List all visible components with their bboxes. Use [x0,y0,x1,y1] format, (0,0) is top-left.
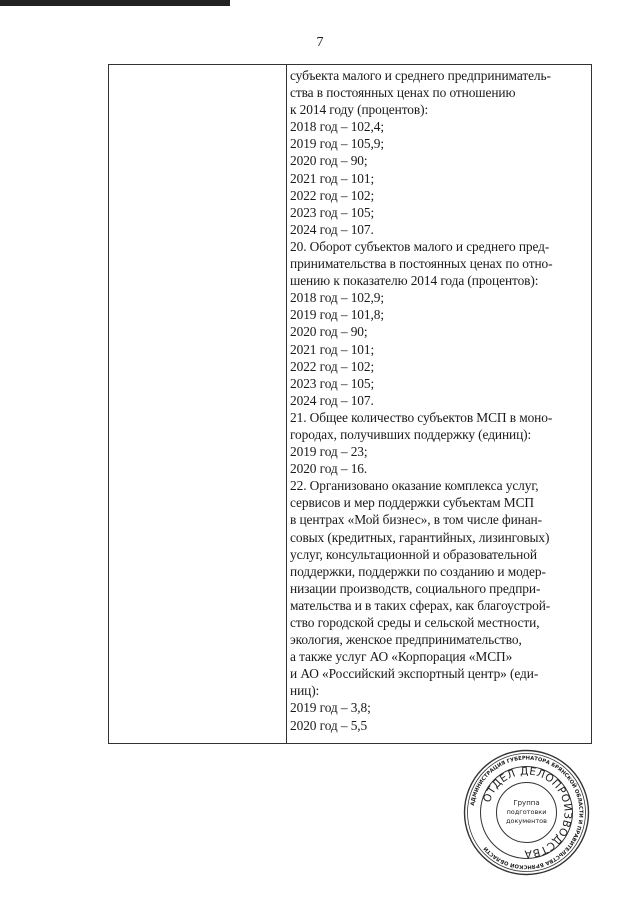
text-line: 2024 год – 107. [290,221,374,237]
text-line: сервисов и мер поддержки субъектам МСП [290,495,534,511]
text-line: и АО «Российский экспортный центр» (еди- [290,666,539,682]
text-line: ство городской среды и сельской местности, [290,615,540,630]
text-line: 2019 год – 23; [290,444,368,460]
table-right-column [287,67,589,734]
text-line: в центрах «Мой бизнес», в том числе финан- [290,512,542,528]
text-line: 2020 год – 5,5 [290,717,368,733]
stamp-center-line: подготовки [506,808,547,816]
text-line: 2019 год – 101,8; [290,307,384,323]
text-line: принимательства в постоянных ценах по отно- [290,256,553,272]
text-line: шению к показателю 2014 года (процентов): [290,273,539,289]
stamp-dept-text: ОТДЕЛ ДЕЛОПРОИЗВОДСТВА [481,765,574,860]
text-line: мательства и в таких сферах, как благоустрой- [290,597,551,613]
text-line: городах, получивших поддержку (единиц): [290,426,532,442]
text-line: 2021 год – 101; [290,341,375,357]
text-line: 2019 год – 3,8; [290,700,371,716]
text-line: 2023 год – 105; [290,375,375,391]
table-left-column [109,65,287,743]
text-line: поддержки, поддержки по созданию и модер- [290,563,546,579]
stamp-ring-text: АДМИНИСТРАЦИЯ ГУБЕРНАТОРА БРЯНСКОЙ ОБЛАСТИ И ПРАВИТЕЛЬСТВА БРЯНСКОЙ ОБЛАСТИ [469,755,584,870]
stamp-center-line: Группа [513,799,540,807]
text-line: ниц): [290,683,320,699]
top-rule [0,0,230,6]
text-line: 21. Общее количество субъектов МСП в моно- [290,409,553,425]
text-line: 2020 год – 90; [290,324,368,340]
text-line: субъекта малого и среднего предприниматель- [290,68,551,83]
text-line: 2020 год – 90; [290,153,368,169]
text-line: 2024 год – 107. [290,392,374,408]
text-line: услуг, консультационной и образовательной [290,546,537,562]
text-line: 22. Организовано оказание комплекса услуг, [290,478,539,494]
official-stamp [463,749,590,876]
text-line: ства в постоянных ценах по отношению [290,85,516,101]
text-line: а также услуг АО «Корпорация «МСП» [290,649,513,665]
text-line: 2018 год – 102,9; [290,290,384,306]
document-table [108,64,592,744]
text-line: к 2014 году (процентов): [290,102,429,118]
text-line: 2019 год – 105,9; [290,136,384,152]
text-line: 2018 год – 102,4; [290,119,384,135]
text-line: 2021 год – 101; [290,170,375,186]
stamp-center-line: документов [506,817,547,825]
text-line: экология, женское предпринимательство, [290,632,522,648]
text-line: низации производств, социального предпри- [290,580,541,596]
text-line: совых (кредитных, гарантийных, лизинговых) [290,529,550,545]
text-line: 2020 год – 16. [290,461,368,477]
text-line: 2023 год – 105; [290,204,375,220]
text-line: 2022 год – 102; [290,358,375,374]
text-line: 2022 год – 102; [290,187,375,203]
text-line: 20. Оборот субъектов малого и среднего пред- [290,238,550,254]
page-number: 7 [316,35,324,50]
